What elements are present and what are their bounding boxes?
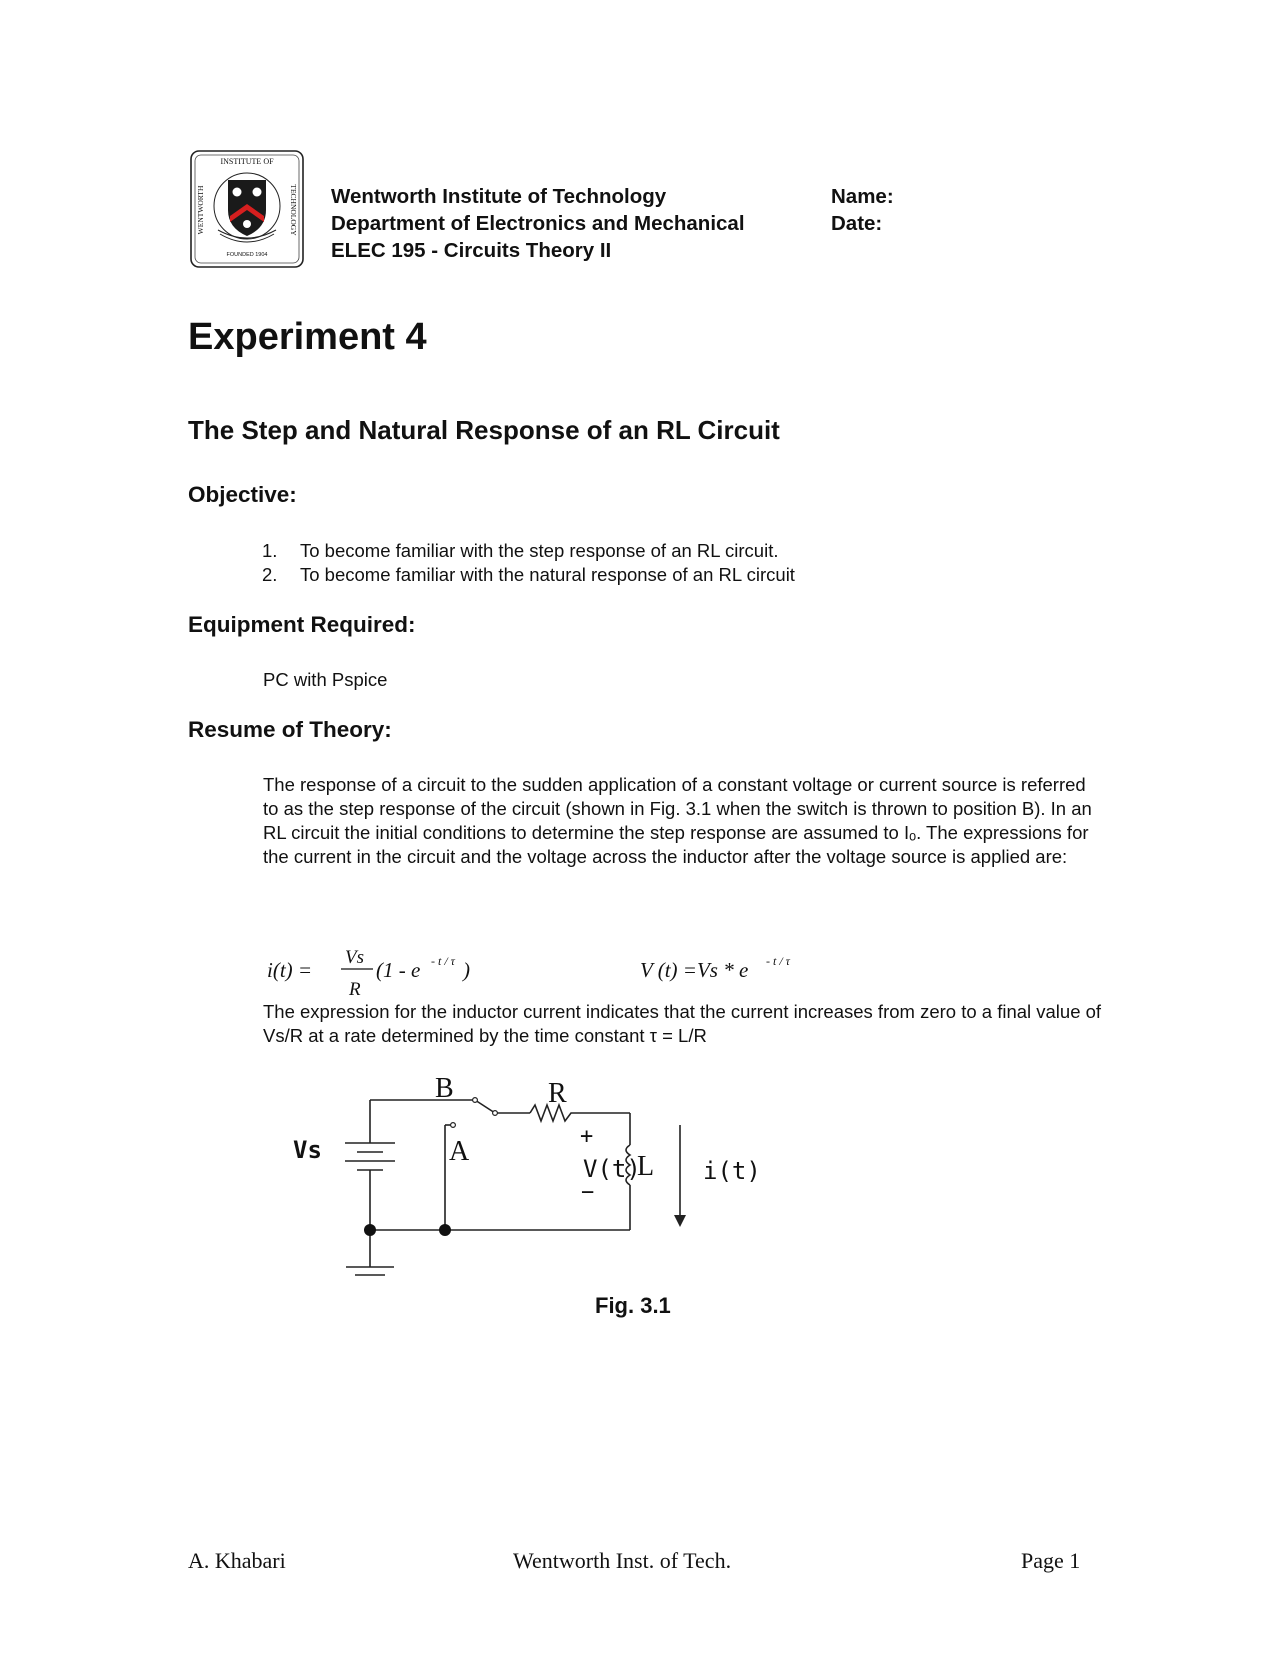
department-name: Department of Electronics and Mechanical (331, 212, 745, 235)
list-item-text: To become familiar with the step response of an RL circuit. (300, 540, 779, 561)
current-label: i(t) (703, 1157, 761, 1185)
current-arrow-head (674, 1215, 686, 1227)
svg-text:INSTITUTE OF: INSTITUTE OF (220, 157, 274, 166)
inductor-label: L (637, 1151, 655, 1182)
list-item (262, 563, 795, 587)
header-name-date-block (831, 183, 894, 237)
theory-heading: Resume of Theory: (188, 717, 392, 742)
svg-text:WENTWORTH: WENTWORTH (196, 185, 205, 235)
plus-label: + (580, 1124, 594, 1149)
voltage-label: V(t) (583, 1155, 641, 1183)
switch-terminal-a (451, 1123, 456, 1128)
list-item-number: 1. (262, 540, 278, 561)
equipment-text: PC with Pspice (263, 669, 388, 690)
expression-paragraph: The expression for the inductor current indicates that the current increases from zero to a final value of Vs/R at a rate determined by the time constant τ = L/R (263, 1001, 1102, 1046)
voltage-formula (640, 954, 791, 982)
list-item (262, 539, 795, 563)
institution-name: Wentworth Institute of Technology (331, 185, 667, 208)
wentworth-seal-logo (190, 150, 304, 268)
switch-terminal-b (473, 1098, 478, 1103)
list-item-number: 2. (262, 564, 278, 585)
voltage-formula-exponent: - t / τ (766, 954, 790, 968)
course-name: ELEC 195 - Circuits Theory II (331, 239, 612, 262)
name-label: Name: (831, 185, 894, 208)
source-label: Vs (293, 1136, 322, 1164)
equipment-heading: Equipment Required: (188, 612, 416, 637)
current-formula-lhs: i(t) = (267, 958, 313, 982)
list-item-text: To become familiar with the natural response of an RL circuit (300, 564, 795, 585)
svg-text:FOUNDED 1904: FOUNDED 1904 (226, 252, 268, 258)
objective-heading: Objective: (188, 482, 297, 507)
current-formula-numerator: Vs (345, 947, 364, 968)
footer-author: A. Khabari (188, 1548, 286, 1573)
rl-circuit-diagram (285, 1075, 795, 1285)
switch-pivot (493, 1111, 498, 1116)
footer-page-number: Page 1 (1021, 1548, 1081, 1573)
theory-paragraph: The response of a circuit to the sudden application of a constant voltage or current source is referred to as the step response of the circuit (shown in Fig. 3.1 when the switch is thrown to position B). In an RL circuit the initial conditions to determine the step response are assumed to Iₒ. The expressions for the current in the circuit and the voltage across the inductor after the voltage source is applied are: (263, 774, 1092, 867)
page-title: Experiment 4 (188, 316, 427, 358)
current-formula-exponent: - t / τ (431, 954, 455, 968)
response-formulas (263, 935, 823, 1005)
date-label: Date: (831, 212, 883, 235)
current-formula-rhs: (1 - e (376, 958, 421, 982)
footer-institution: Wentworth Inst. of Tech. (513, 1548, 732, 1573)
current-formula (267, 947, 470, 1000)
header-institution-block (331, 183, 745, 264)
current-formula-denominator: R (349, 979, 361, 1000)
junction-node (364, 1224, 376, 1236)
objective-list (262, 539, 795, 587)
junction-node (439, 1224, 451, 1236)
svg-text:TECHNOLOGY: TECHNOLOGY (289, 184, 298, 236)
switch-arm (475, 1100, 495, 1113)
figure-caption: Fig. 3.1 (595, 1293, 671, 1318)
minus-label: − (581, 1180, 595, 1205)
switch-b-label: B (435, 1075, 454, 1104)
switch-a-label: A (449, 1136, 470, 1167)
page-subtitle: The Step and Natural Response of an RL Circuit (188, 415, 780, 445)
voltage-formula-lhs: V (t) =Vs * e (640, 958, 749, 982)
current-formula-close: ) (463, 958, 470, 982)
resistor-label: R (548, 1078, 567, 1109)
